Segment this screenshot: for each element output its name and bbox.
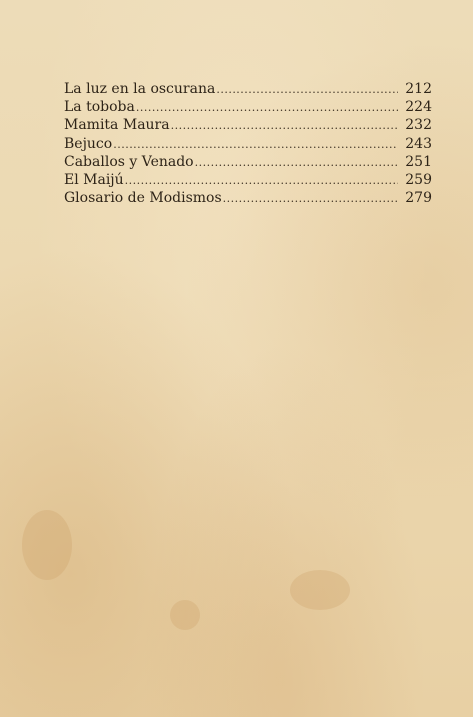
toc-leader-dots — [223, 190, 398, 208]
toc-leader-dots — [171, 117, 398, 135]
toc-leader-dots — [216, 81, 398, 99]
toc-entry-title: Caballos y Venado — [64, 153, 194, 170]
toc-entry — [64, 153, 432, 171]
toc-leader-dots — [195, 154, 398, 172]
paper-stain — [170, 600, 200, 630]
toc-entry-title: El Maijú — [64, 171, 124, 188]
toc-entry — [64, 171, 432, 189]
table-of-contents — [64, 80, 432, 207]
paper-stain — [290, 570, 350, 610]
toc-entry — [64, 189, 432, 207]
toc-entry-title: La toboba — [64, 99, 135, 116]
toc-entry-title: Bejuco — [64, 135, 113, 152]
toc-leader-dots — [113, 136, 398, 154]
paper-stain — [22, 510, 72, 580]
toc-entry-page: 232 — [405, 117, 432, 134]
toc-entry — [64, 98, 432, 116]
toc-entry-page: 259 — [405, 171, 432, 188]
toc-entry-page: 243 — [405, 135, 432, 152]
toc-entry-page: 212 — [405, 81, 432, 97]
toc-entry — [64, 135, 432, 153]
toc-leader-dots — [136, 99, 398, 117]
toc-entry-page: 224 — [405, 99, 432, 116]
toc-entry — [64, 116, 432, 134]
toc-entry-title: Mamita Maura — [64, 117, 170, 134]
toc-entry-title: La luz en la oscurana — [64, 81, 216, 97]
toc-leader-dots — [125, 172, 398, 190]
toc-entry-page: 279 — [405, 190, 432, 207]
toc-entry-title: Glosario de Modismos — [64, 190, 222, 207]
toc-entry — [64, 80, 432, 98]
toc-entry-page: 251 — [405, 153, 432, 170]
